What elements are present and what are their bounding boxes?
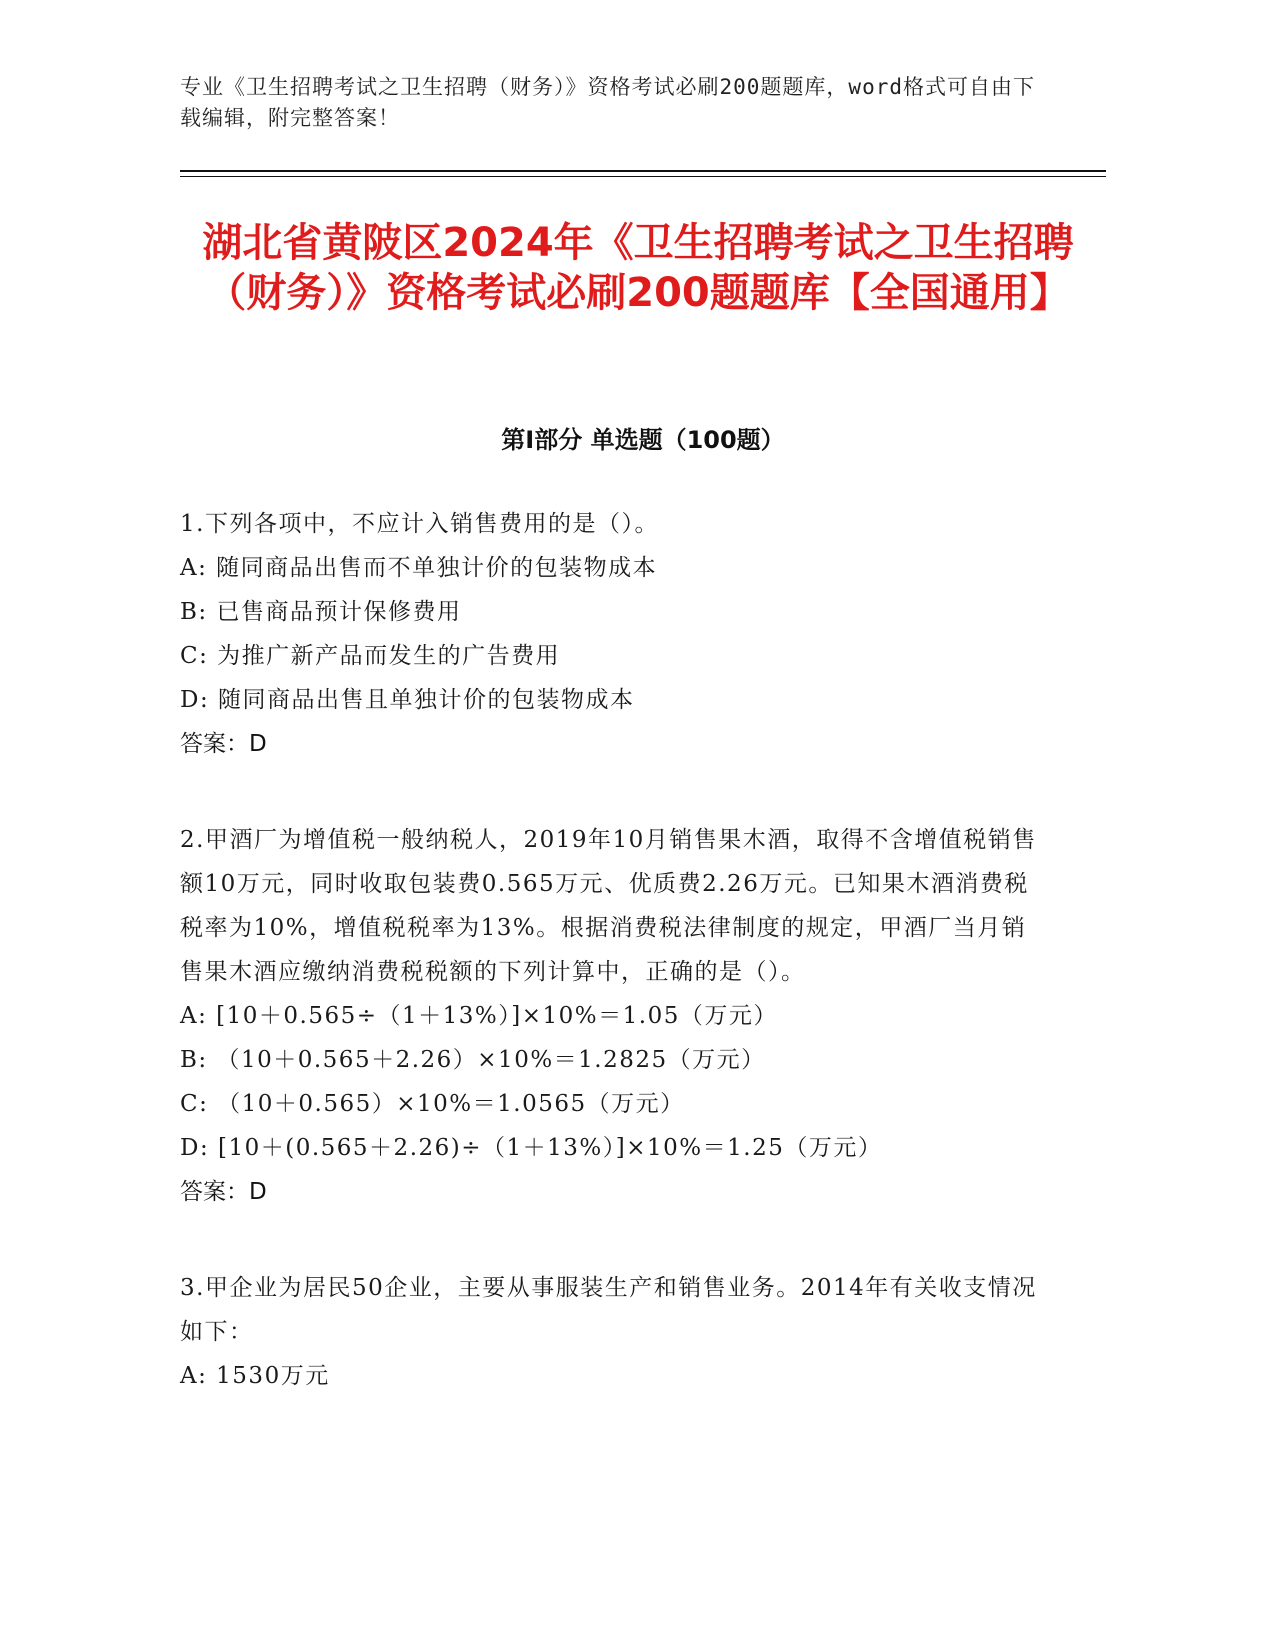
question-stem: 1.下列各项中，不应计入销售费用的是（）。: [180, 511, 659, 537]
question-stem: 3.甲企业为居民50企业，主要从事服装生产和销售业务。2014年有关收支情况如下：: [180, 1275, 1037, 1345]
option-d: D: [10＋(0.565＋2.26)÷（1＋13%）]×10%＝1.25（万元）: [180, 1135, 883, 1161]
question-3: [180, 1266, 1040, 1398]
option-a: A: [10＋0.565÷（1＋13%）]×10%＝1.05（万元）: [180, 1003, 778, 1029]
question-stem: 2.甲酒厂为增值税一般纳税人，2019年10月销售果木酒，取得不含增值税销售额10万元，同时收取包装费0.565万元、优质费2.26万元。已知果木酒消费税税率为10%，增值税税率为13%。根据消费税法律制度的规定，甲酒厂当月销售果木酒应缴纳消费税税额的下列计算中，正确的是（）。: [180, 827, 1037, 985]
header-note: 专业《卫生招聘考试之卫生招聘（财务）》资格考试必刷200题题库，word格式可自由下载编辑，附完整答案！: [180, 75, 1035, 130]
header-divider: [180, 170, 1106, 172]
question-list: [180, 502, 1040, 1450]
question-2: [180, 818, 1040, 1214]
header-divider-thin: [180, 176, 1106, 177]
option-c: C: 为推广新产品而发生的广告费用: [180, 643, 561, 669]
answer-label: 答案：: [180, 731, 249, 757]
answer-line: [180, 722, 1040, 766]
option-a: A: 1530万元: [180, 1363, 330, 1389]
option-b: B: （10＋0.565＋2.26）×10%＝1.2825（万元）: [180, 1047, 766, 1073]
option-b: B: 已售商品预计保修费用: [180, 599, 462, 625]
answer-line: [180, 1170, 1040, 1214]
answer-value: D: [249, 731, 267, 757]
option-d: D: 随同商品出售且单独计价的包装物成本: [180, 687, 635, 713]
answer-label: 答案：: [180, 1179, 249, 1205]
answer-value: D: [249, 1179, 267, 1205]
option-c: C: （10＋0.565）×10%＝1.0565（万元）: [180, 1091, 685, 1117]
document-title: 湖北省黄陂区2024年《卫生招聘考试之卫生招聘（财务）》资格考试必刷200题题库【全国通用】: [202, 220, 1074, 316]
question-1: [180, 502, 1040, 766]
option-a: A: 随同商品出售而不单独计价的包装物成本: [180, 555, 658, 581]
section-title: 第Ⅰ部分 单选题（100题）: [501, 426, 785, 454]
